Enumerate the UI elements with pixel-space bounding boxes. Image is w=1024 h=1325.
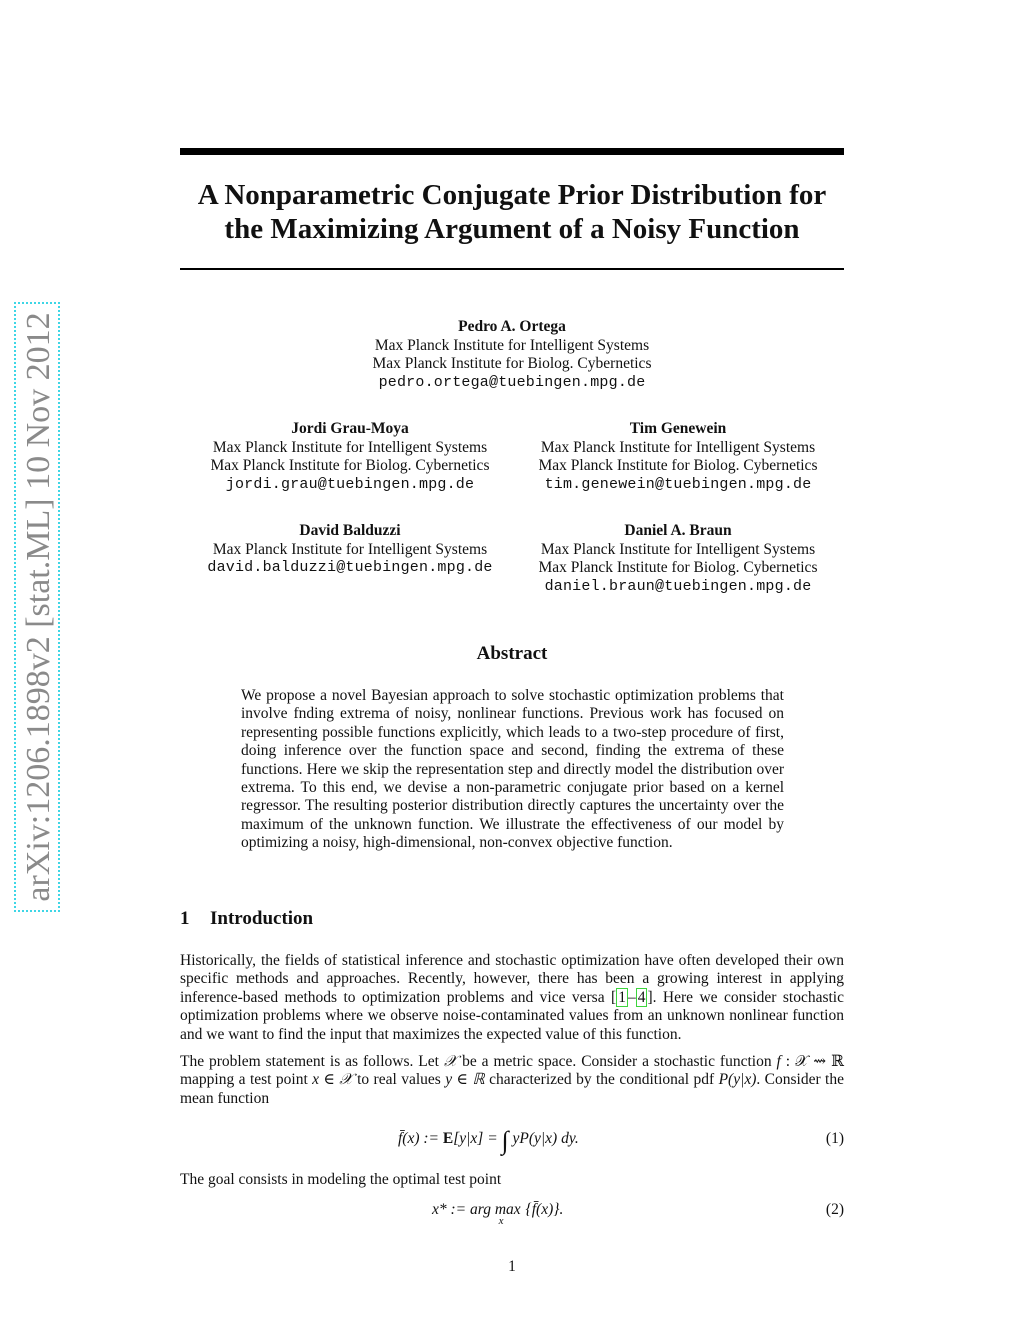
author-block-genewein xyxy=(508,420,848,494)
author-affiliation: Max Planck Institute for Biolog. Cybernetics xyxy=(538,559,818,576)
paragraph-text: be a metric space. Consider a stochastic function xyxy=(457,1053,777,1070)
intro-paragraph-2 xyxy=(180,1053,844,1108)
equation-part: f̄(x) := xyxy=(398,1130,443,1147)
equation-number: (1) xyxy=(825,1130,844,1147)
equation-expression xyxy=(398,1126,579,1156)
abstract-body: We propose a novel Bayesian approach to solve stochastic optimization problems that involve fnding extrema of noisy, nonlinear functions. Previous work has focused on representing possible functions explicitly, which leads to a two-step procedure of first, doing inference over the function space and second, finding the extrema of these functions. Here we skip the representation step and directly model the distribution over extrema. To this end, we devise a non-parametric conjugate prior based on a kernel regressor. The resulting posterior distribution directly captures the uncertainty over the maximum of the unknown function. We illustrate the effectiveness of our model by optimizing a noisy, high-dimensional, non-convex objective function. xyxy=(241,687,784,852)
author-email: tim.genewein@tuebingen.mpg.de xyxy=(544,475,812,493)
author-email: daniel.braun@tuebingen.mpg.de xyxy=(544,577,812,595)
paragraph-text: Historically, the fields of statistical inference and stochastic optimization have often developed their own specific methods and approaches. Recently, however, there has been a growing interest in applying inference-based methods to optimization problems and vice versa [ xyxy=(180,952,844,1006)
equation-part: {f̄(x)}. xyxy=(525,1201,564,1218)
paper-title xyxy=(180,178,844,246)
author-affiliation: Max Planck Institute for Intelligent Systems xyxy=(212,438,488,456)
equation-part: x* := arg max xyxy=(432,1201,521,1218)
intro-paragraph-1 xyxy=(180,952,844,1044)
math-inline: x ∈ 𝒳 xyxy=(312,1071,353,1089)
math-inline: P(y|x) xyxy=(718,1071,757,1089)
author-email: pedro.ortega@tuebingen.mpg.de xyxy=(378,373,646,391)
title-line-2: the Maximizing Argument of a Noisy Function xyxy=(224,213,800,245)
author-affiliation: Max Planck Institute for Intelligent Systems xyxy=(540,540,816,558)
citation-range-dash: – xyxy=(627,988,636,1006)
math-inline: 𝒳 xyxy=(443,1053,458,1070)
equation-number: (2) xyxy=(825,1201,844,1218)
title-bottom-rule xyxy=(180,268,844,270)
section-number: 1 xyxy=(180,908,190,929)
author-name: David Balduzzi xyxy=(299,522,401,539)
argmax-subscript: x xyxy=(498,1215,504,1228)
math-inline: y ∈ ℝ xyxy=(445,1071,485,1089)
author-block-balduzzi xyxy=(180,522,520,578)
paragraph-text: mapping a test point xyxy=(180,1071,313,1089)
author-affiliation: Max Planck Institute for Intelligent Systems xyxy=(540,438,816,456)
intro-paragraph-3: The goal consists in modeling the optimal test point xyxy=(180,1171,502,1188)
equation-1 xyxy=(180,1126,844,1156)
author-affiliation: Max Planck Institute for Intelligent Systems xyxy=(212,540,488,558)
citation-link[interactable]: 1 xyxy=(618,988,626,1006)
author-affiliation: Max Planck Institute for Biolog. Cybernetics xyxy=(210,457,490,474)
author-block-ortega xyxy=(312,318,712,392)
author-affiliation: Max Planck Institute for Biolog. Cybernetics xyxy=(538,457,818,474)
expectation-symbol: E xyxy=(442,1130,454,1147)
title-top-rule xyxy=(180,148,844,155)
paragraph-text: to real values xyxy=(352,1071,446,1089)
author-name: Daniel A. Braun xyxy=(624,522,732,539)
integral-symbol: ∫ xyxy=(501,1126,509,1155)
math-inline: : 𝒳 ⇝ ℝ xyxy=(780,1053,844,1070)
paragraph-text: The problem statement is as follows. Let xyxy=(180,1053,444,1070)
math-inline: f xyxy=(776,1053,781,1070)
equation-part: yP(y|x) dy. xyxy=(508,1130,579,1147)
title-line-1: A Nonparametric Conjugate Prior Distribution for xyxy=(197,179,827,211)
citation-link[interactable]: 4 xyxy=(637,988,646,1006)
author-email: jordi.grau@tuebingen.mpg.de xyxy=(225,475,475,493)
author-name: Tim Genewein xyxy=(629,420,727,437)
arxiv-identifier-stamp: arXiv:1206.1898v2 [stat.ML] 10 Nov 2012 xyxy=(14,302,60,912)
author-block-grau-moya xyxy=(180,420,520,494)
paragraph-text: . Consider the mean function xyxy=(180,1071,844,1107)
abstract-heading: Abstract xyxy=(476,643,548,664)
author-name: Jordi Grau-Moya xyxy=(291,420,409,437)
equation-expression xyxy=(432,1201,564,1228)
paragraph-text: characterized by the conditional pdf xyxy=(484,1071,719,1089)
page-number: 1 xyxy=(508,1258,516,1275)
author-affiliation: Max Planck Institute for Biolog. Cybernetics xyxy=(372,355,652,372)
author-email: david.balduzzi@tuebingen.mpg.de xyxy=(207,559,493,576)
equation-part: [y|x] = xyxy=(453,1130,502,1147)
section-heading-introduction xyxy=(180,908,313,930)
author-block-braun xyxy=(508,522,848,596)
author-name: Pedro A. Ortega xyxy=(458,318,566,335)
author-affiliation: Max Planck Institute for Intelligent Systems xyxy=(374,336,650,354)
paragraph-text: ]. Here we consider stochastic optimization problems where we observe noise-contaminated values from an unknown nonlinear function and we want to find the input that maximizes the expected value of this function. xyxy=(180,988,844,1043)
section-title: Introduction xyxy=(210,908,314,929)
equation-2 xyxy=(180,1201,844,1231)
